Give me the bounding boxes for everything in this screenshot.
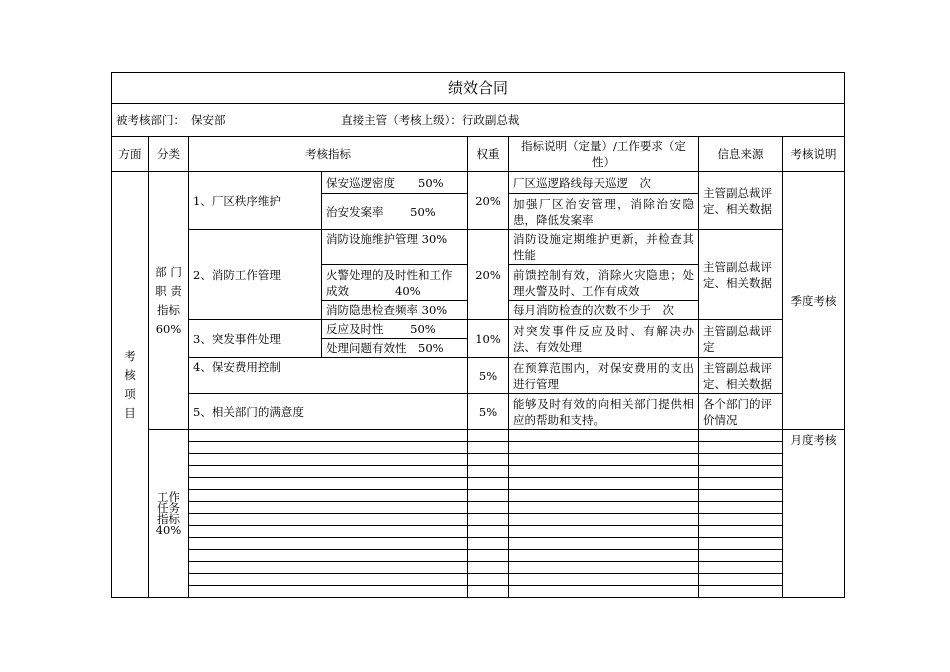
supervisor-value: 行政副总裁 <box>461 113 520 127</box>
header-weight: 权重 <box>468 137 509 172</box>
sub-description: 前馈控制有效，消除火灾隐患；处理火警及时、工作有成效 <box>509 265 699 301</box>
table-row <box>112 466 845 478</box>
item-weight: 20% <box>468 172 509 230</box>
table-row <box>112 230 845 265</box>
page-title: 绩效合同 <box>112 73 845 104</box>
table-row <box>112 430 845 442</box>
header-indicator: 考核指标 <box>189 137 468 172</box>
item-source: 主管副总裁评定、相关数据 <box>699 358 783 394</box>
supervisor-label: 直接主管（考核上级）： <box>341 113 462 127</box>
item-weight: 5% <box>468 358 509 394</box>
category-dept-duty: 部 门 职 责 指标 60% <box>149 172 189 430</box>
item-name: 4、保安费用控制 <box>189 358 468 394</box>
item-name: 3、突发事件处理 <box>189 320 322 358</box>
table-row <box>112 502 845 514</box>
performance-contract <box>111 72 844 598</box>
sub-metric: 反应及时性 50% <box>322 320 468 339</box>
dept-value: 保安部 <box>191 113 226 127</box>
quarterly-note: 季度考核 <box>783 172 845 430</box>
monthly-note: 月度考核 <box>783 430 845 598</box>
table-row <box>112 442 845 454</box>
sub-metric: 消防设施维护管理 30% <box>322 230 468 265</box>
sub-metric: 火警处理的及时性和工作成效 40% <box>322 265 468 301</box>
header-description: 指标说明（定量）/工作要求（定性） <box>509 137 699 172</box>
item-name: 1、厂区秩序维护 <box>189 172 322 230</box>
sub-description: 消防设施定期维护更新，并检查其性能 <box>509 230 699 265</box>
header-notes: 考核说明 <box>783 137 845 172</box>
item-description: 能够及时有效的向相关部门提供相应的帮助和支持。 <box>509 394 699 430</box>
table-row <box>112 320 845 339</box>
sub-description: 加强厂区治安管理，消除治安隐患，降低发案率 <box>509 194 699 230</box>
item-source: 主管副总裁评定 <box>699 320 783 358</box>
aspect-cell: 考 核 项 目 <box>112 172 149 598</box>
category-work-task: 工作 任务 指标 40% <box>149 430 189 598</box>
sub-metric: 处理问题有效性 50% <box>322 339 468 358</box>
item-weight: 20% <box>468 230 509 320</box>
table-row <box>112 586 845 598</box>
sub-description: 对突发事件反应及时、有解决办法、有效处理 <box>509 320 699 358</box>
table-row <box>112 550 845 562</box>
item-weight: 5% <box>468 394 509 430</box>
header-source: 信息来源 <box>699 137 783 172</box>
item-name: 2、消防工作管理 <box>189 230 322 320</box>
table-row <box>112 562 845 574</box>
item-source: 各个部门的评价情况 <box>699 394 783 430</box>
sub-metric: 消防隐患检查频率 30% <box>322 301 468 320</box>
sub-description: 厂区巡逻路线每天巡逻 次 <box>509 172 699 194</box>
item-name: 5、相关部门的满意度 <box>189 394 468 430</box>
item-weight: 10% <box>468 320 509 358</box>
table-row <box>112 172 845 194</box>
table-row <box>112 526 845 538</box>
contract-table <box>111 72 845 598</box>
table-row <box>112 514 845 526</box>
table-row <box>112 574 845 586</box>
sub-metric: 治安发案率 50% <box>322 194 468 230</box>
table-row <box>112 454 845 466</box>
header-category: 分类 <box>149 137 189 172</box>
header-aspect: 方面 <box>112 137 149 172</box>
table-row <box>112 490 845 502</box>
sub-description: 每月消防检查的次数不少于 次 <box>509 301 699 320</box>
table-row <box>112 394 845 430</box>
table-row <box>112 358 845 394</box>
item-source: 主管副总裁评定、相关数据 <box>699 230 783 320</box>
header-info <box>112 104 845 137</box>
sub-metric: 保安巡逻密度 50% <box>322 172 468 194</box>
table-row <box>112 538 845 550</box>
dept-label: 被考核部门： <box>116 113 185 127</box>
table-header-row <box>112 137 845 172</box>
table-row <box>112 478 845 490</box>
item-source: 主管副总裁评定、相关数据 <box>699 172 783 230</box>
item-description: 在预算范围内，对保安费用的支出进行管理 <box>509 358 699 394</box>
